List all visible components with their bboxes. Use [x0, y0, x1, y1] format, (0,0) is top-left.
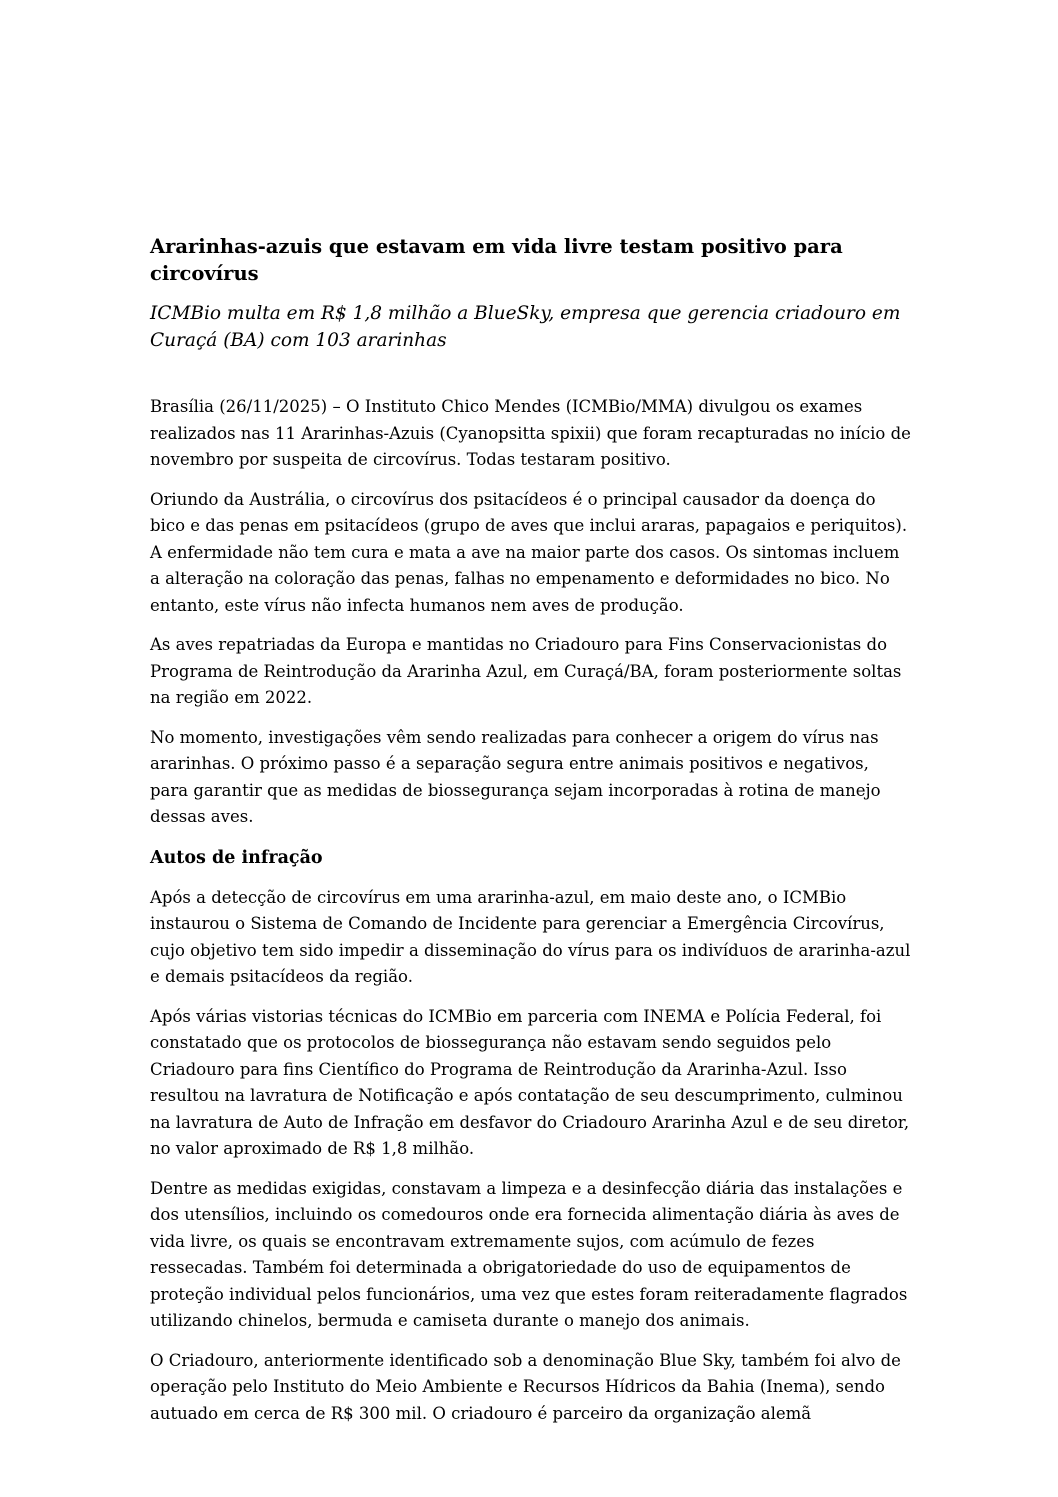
article-title: Ararinhas-azuis que estavam em vida livre testam positivo para circovírus [150, 235, 843, 285]
paragraph-investigations: No momento, investigações vêm sendo realizadas para conhecer a origem do vírus nas ararinhas. O próximo passo é a separação segura entre animais positivos e negativos, para garantir que as medidas de biossegurança sejam incorporadas à rotina de manejo dessas aves. [150, 727, 881, 826]
section-heading-autos-de-infracao: Autos de infração [150, 847, 323, 868]
article-subtitle: ICMBio multa em R$ 1,8 milhão a BlueSky, empresa que gerencia criadouro em Curaçá (BA) com 103 ararinhas [150, 303, 901, 351]
document-page [150, 233, 912, 1440]
paragraph-inspections-fine: Após várias vistorias técnicas do ICMBio em parceria com INEMA e Polícia Federal, foi constatado que os protocolos de biossegurança não estavam sendo seguidos pelo Criadouro para fins Científico do Programa de Reintrodução da Ararinha-Azul. Isso resultou na lavratura de Notificação e após contatação de seu descumprimento, culminou na lavratura de Auto de Infração em desfavor do Criadouro Ararinha Azul e de seu diretor, no valor aproximado de R$ 1,8 milhão. [150, 1006, 910, 1158]
blank-line-spacer [150, 367, 912, 394]
paragraph-virus-description: Oriundo da Austrália, o circovírus dos psitacídeos é o principal causador da doença do bico e das penas em psitacídeos (grupo de aves que inclui araras, papagaios e periquitos). A enfermidade não tem cura e mata a ave na maior parte dos casos. Os sintomas incluem a alteração na coloração das penas, falhas no empenamento e deformidades no bico. No entanto, este vírus não infecta humanos nem aves de produção. [150, 489, 908, 615]
paragraph-bluesky-inema-fine: O Criadouro, anteriormente identificado sob a denominação Blue Sky, também foi alvo de operação pelo Instituto do Meio Ambiente e Recursos Hídricos da Bahia (Inema), sendo autuado em cerca de R$ 300 mil. O criadouro é parceiro da organização alemã [150, 1350, 901, 1423]
paragraph-incident-command: Após a detecção de circovírus em uma ararinha-azul, em maio deste ano, o ICMBio instaurou o Sistema de Comando de Incidente para gerenciar a Emergência Circovírus, cujo objetivo tem sido impedir a disseminação do vírus para os indivíduos de ararinha-azul e demais psitacídeos da região. [150, 887, 911, 986]
paragraph-required-measures: Dentre as medidas exigidas, constavam a limpeza e a desinfecção diária das instalações e dos utensílios, incluindo os comedouros onde era fornecida alimentação diária às aves de vida livre, os quais se encontravam extremamente sujos, com acúmulo de fezes ressecadas. Também foi determinada a obrigatoriedade do uso de equipamentos de proteção individual pelos funcionários, uma vez que estes foram reiteradamente flagrados utilizando chinelos, bermuda e camiseta durante o manejo dos animais. [150, 1178, 908, 1330]
paragraph-repatriated-birds: As aves repatriadas da Europa e mantidas no Criadouro para Fins Conservacionistas do Programa de Reintrodução da Ararinha Azul, em Curaçá/BA, foram posteriormente soltas na região em 2022. [150, 635, 902, 707]
paragraph-dateline-exams: Brasília (26/11/2025) – O Instituto Chico Mendes (ICMBio/MMA) divulgou os exames realizados nas 11 Ararinhas-Azuis (Cyanopsitta spixii) que foram recapturadas no início de novembro por suspeita de circovírus. Todas testaram positivo. [150, 397, 911, 469]
